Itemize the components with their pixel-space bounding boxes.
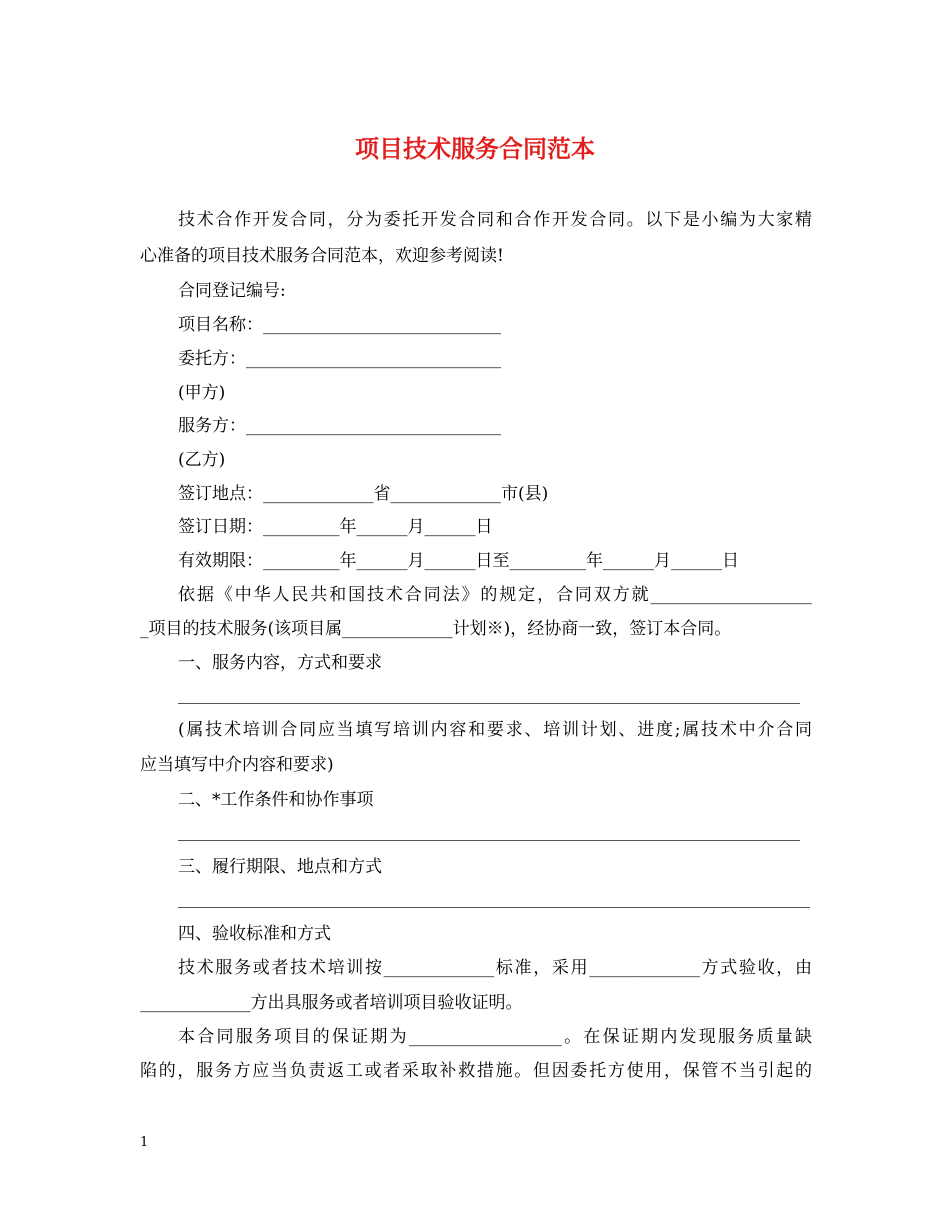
section-1-note-line-2: 应当填写中介内容和要求) [140,755,334,775]
section-3-blank-line [178,907,810,908]
basis-line-2: _项目的技术服务(该项目属_____________计划※)，经协商一致，签订本合同。 [140,619,732,639]
field-party-a: (甲方) [178,383,226,403]
field-project-name: 项目名称：____________________________ [178,315,501,335]
section-1-heading: 一、服务内容，方式和要求 [178,653,382,673]
acceptance-line-1: 技术服务或者技术培训按_____________标准，采用_____________方式验收，由 [178,958,812,978]
field-sign-location: 签订地点：_____________省_____________市(县) [178,484,549,504]
section-1-note-line-1: (属技术培训合同应当填写培训内容和要求、培训计划、进度;属技术中介合同 [178,720,812,740]
warranty-line-1: 本合同服务项目的保证期为__________________。在保证期内发现服务质量缺 [178,1027,812,1047]
section-4-heading: 四、验收标准和方式 [178,924,331,944]
intro-line-2: 心准备的项目技术服务合同范本，欢迎参考阅读! [140,246,504,266]
section-2-blank-line [178,840,800,841]
field-validity-period: 有效期限：_________年______月______日至_________年______月______日 [178,551,739,571]
intro-line-1: 技术合作开发合同，分为委托开发合同和合作开发合同。以下是小编为大家精 [178,210,812,230]
document-title: 项目技术服务合同范本 [355,134,595,163]
field-contract-number: 合同登记编号: [178,281,286,301]
acceptance-line-2: _____________方出具服务或者培训项目验收证明。 [140,993,523,1013]
field-client: 委托方：______________________________ [178,349,501,369]
basis-line-1: 依据《中华人民共和国技术合同法》的规定，合同双方就___________________ [178,585,812,605]
section-1-blank-line [178,703,800,704]
page-number: 1 [140,1135,149,1150]
field-party-b: (乙方) [178,450,226,470]
field-sign-date: 签订日期：_________年______月______日 [178,517,493,537]
field-provider: 服务方：______________________________ [178,416,501,436]
warranty-line-2: 陷的，服务方应当负责返工或者采取补救措施。但因委托方使用，保管不当引起的 [140,1061,812,1081]
section-2-heading: 二、*工作条件和协作事项 [178,790,374,810]
section-3-heading: 三、履行期限、地点和方式 [178,857,382,877]
